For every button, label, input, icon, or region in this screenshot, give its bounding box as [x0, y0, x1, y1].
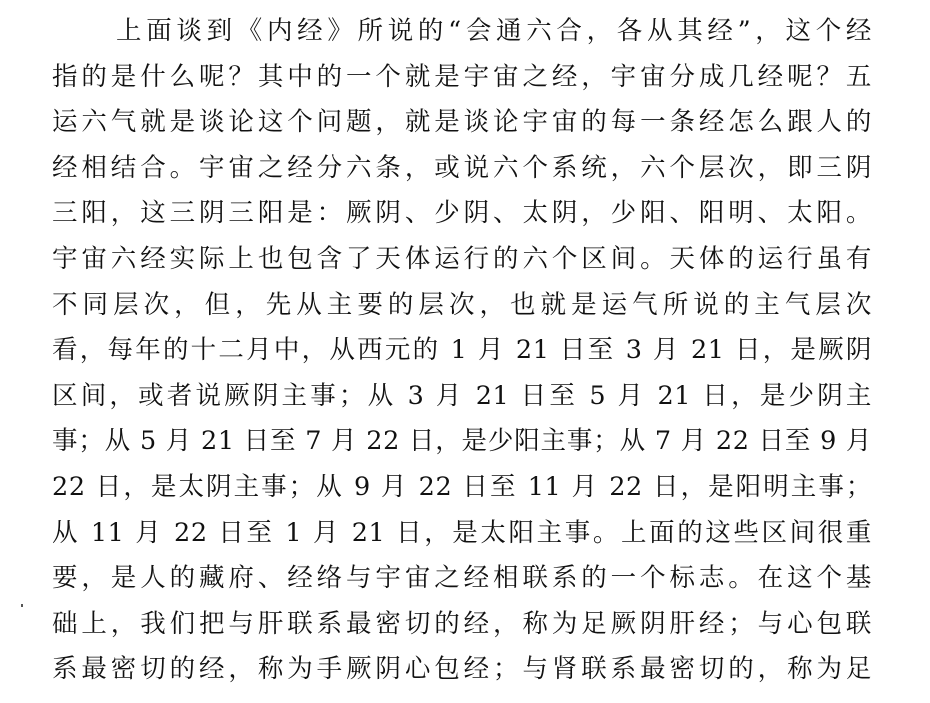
text-line-15: 系最密切的经，称为手厥阴心包经；与肾联系最密切的，称为足: [52, 654, 872, 685]
text-line-12: 从 11 月 22 日至 1 月 21 日，是太阳主事。上面的这些区间很重: [52, 517, 872, 548]
text-line-11: 22 日，是太阴主事；从 9 月 22 日至 11 月 22 日，是阳明主事；: [52, 471, 872, 502]
text-line-10: 事；从 5 月 21 日至 7 月 22 日，是少阳主事；从 7 月 22 日至 9 月: [52, 426, 872, 457]
paragraph: [52, 9, 872, 693]
text-line-14: 础上，我们把与肝联系最密切的经，称为足厥阴肝经；与心包联: [52, 608, 872, 639]
text-line-8: 看，每年的十二月中，从西元的 1 月 21 日至 3 月 21 日，是厥阴: [52, 335, 872, 366]
text-line-13: 要，是人的藏府、经络与宇宙之经相联系的一个标志。在这个基: [52, 563, 872, 594]
text-line-2: 指的是什么呢？其中的一个就是宇宙之经，宇宙分成几经呢？五: [52, 61, 872, 92]
text-line-6: 宇宙六经实际上也包含了天体运行的六个区间。天体的运行虽有: [52, 243, 872, 274]
text-line-9: 区间，或者说厥阴主事；从 3 月 21 日至 5 月 21 日，是少阴主: [52, 380, 872, 411]
text-line-7: 不同层次，但，先从主要的层次，也就是运气所说的主气层次: [52, 289, 872, 320]
text-line-3: 运六气就是谈论这个问题，就是谈论宇宙的每一条经怎么跟人的: [52, 107, 872, 138]
text-line-5: 三阳，这三阴三阳是：厥阴、少阴、太阴，少阳、阳明、太阳。: [52, 198, 872, 229]
text-line-4: 经相结合。宇宙之经分六条，或说六个系统，六个层次，即三阴: [52, 152, 872, 183]
text-line-1: 上面谈到《内经》所说的“会通六合，各从其经”，这个经: [116, 16, 872, 46]
scan-speck: [21, 604, 23, 607]
